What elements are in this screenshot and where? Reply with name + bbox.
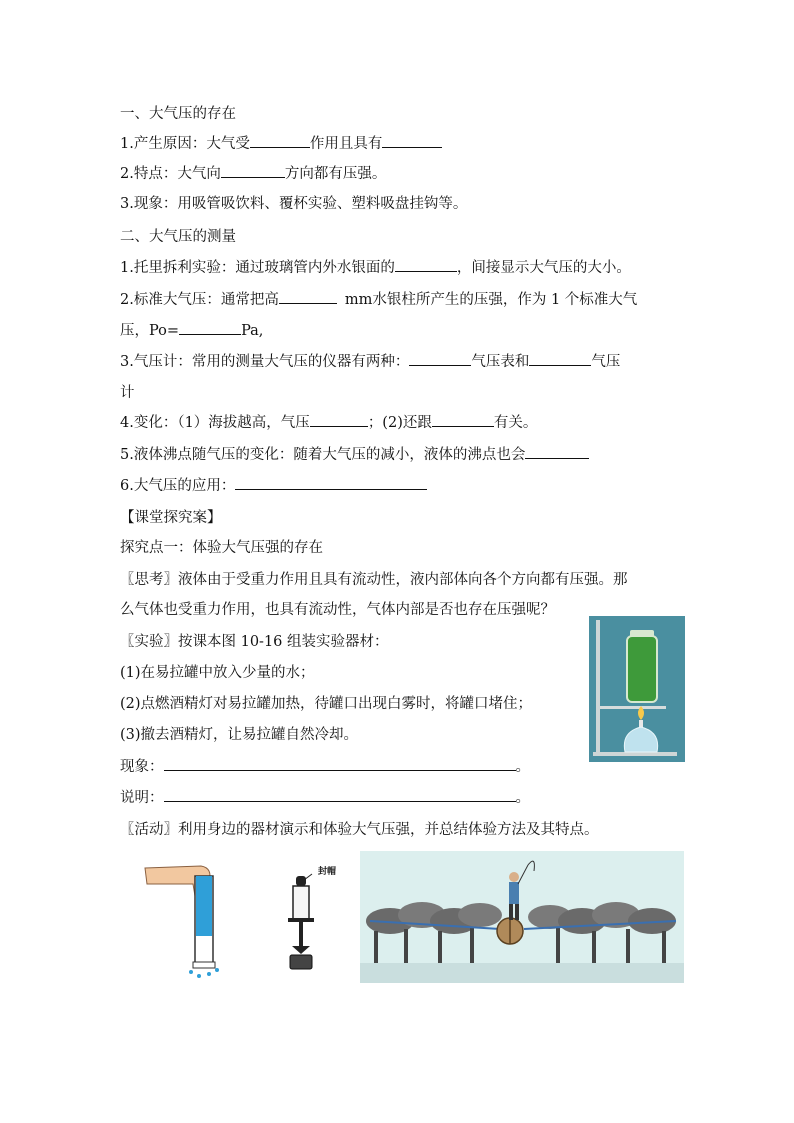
text: 。 (515, 790, 530, 806)
horse-leg (470, 927, 474, 963)
text: 3.气压计：常用的测量大气压的仪器有两种： (120, 354, 410, 370)
text: 6.大气压的应用： (120, 478, 236, 494)
section1-item2 (120, 164, 386, 184)
section2-item2 (120, 290, 637, 310)
blank[interactable] (164, 757, 516, 771)
blank[interactable] (279, 290, 337, 304)
plunger-rod (299, 922, 303, 946)
text: 气压 (591, 354, 621, 370)
can-experiment-figure (589, 616, 685, 762)
man-leg (509, 904, 513, 920)
hook (292, 946, 310, 954)
section2-item2-cont (120, 321, 263, 341)
blank[interactable] (432, 413, 494, 427)
water-drop (215, 968, 219, 972)
text: 气压表和 (471, 354, 530, 370)
text: ，间接显示大气压的大小。 (456, 260, 631, 276)
water-drop (189, 970, 193, 974)
cap (296, 876, 306, 886)
blank[interactable] (395, 258, 457, 272)
magdeburg-figure (360, 851, 684, 983)
man-body (509, 882, 519, 904)
can (627, 636, 657, 702)
cap-label: 封帽 (318, 867, 337, 877)
stand-base (593, 752, 677, 756)
stand-rod (596, 620, 600, 754)
section2-item3-cont: 计 (120, 385, 135, 401)
horse-leg (438, 931, 442, 963)
horse-leg (626, 929, 630, 963)
stand-ring (600, 706, 666, 709)
ground (360, 963, 684, 983)
text: 说明： (120, 790, 164, 806)
syringe-flange (288, 918, 314, 922)
section1-title: 一、大气压的存在 (120, 106, 236, 122)
man-head (509, 872, 519, 882)
think-paragraph: 〖思考〗液体由于受重力作用且具有流动性，液内部体向各个方向都有压强。那 (120, 572, 628, 588)
syringe-barrel (293, 886, 309, 920)
text: 。 (515, 759, 530, 775)
blank[interactable] (525, 445, 589, 459)
text: Pa, (241, 323, 264, 339)
can-top (630, 630, 654, 637)
man-leg (515, 904, 519, 920)
blank[interactable] (164, 788, 516, 802)
water-in-tube (196, 876, 212, 936)
blank[interactable] (179, 321, 241, 335)
blank[interactable] (382, 134, 442, 148)
section2-title: 二、大气压的测量 (120, 229, 236, 245)
text: ；(2)还跟 (367, 415, 432, 431)
horse (458, 903, 502, 927)
explore-point-1: 探究点一：体验大气压强的存在 (120, 540, 323, 556)
text: 2.特点：大气向 (120, 166, 221, 182)
text: 2.标准大气压：通常把高 (120, 292, 279, 308)
section2-item6 (120, 476, 427, 496)
blank[interactable] (310, 413, 368, 427)
text: 有关。 (493, 415, 538, 431)
syringe-figure (284, 862, 354, 972)
explanation-line (120, 788, 530, 808)
section2-item1 (120, 258, 631, 278)
horse-leg (374, 931, 378, 963)
experiment-step-1: (1)在易拉罐中放入少量的水； (120, 665, 315, 681)
section1-item1 (120, 134, 442, 154)
text: 5.液体沸点随气压的变化：随着大气压的减小，液体的沸点也会 (120, 447, 526, 463)
classroom-heading: 【课堂探究案】 (120, 510, 222, 526)
think-paragraph-cont: 么气体也受重力作用，也具有流动性，气体内部是否也存在压强呢？ (120, 602, 555, 618)
horse-leg (662, 931, 666, 963)
tube-hand-figure (143, 862, 225, 980)
horse-leg (404, 929, 408, 963)
experiment-step-2: (2)点燃酒精灯对易拉罐加热，待罐口出现白雾时，将罐口堵住； (120, 696, 533, 712)
horse-leg (556, 927, 560, 963)
section2-item5 (120, 445, 589, 465)
text: 1.产生原因：大气受 (120, 136, 250, 152)
weight (290, 955, 312, 969)
horse-leg (592, 931, 596, 963)
water-drop (197, 974, 201, 978)
phenomenon-line (120, 757, 530, 777)
text: 现象： (120, 759, 164, 775)
text: 压，Po= (120, 323, 180, 339)
activity-line: 〖活动〗利用身边的器材演示和体验大气压强，并总结体验方法及其特点。 (120, 822, 599, 838)
text: 1.托里拆利实验：通过玻璃管内外水银面的 (120, 260, 395, 276)
blank[interactable] (409, 352, 471, 366)
text: 4.变化：（1）海拔越高，气压 (120, 415, 310, 431)
experiment-step-3: (3)撤去酒精灯，让易拉罐自然冷却。 (120, 727, 359, 743)
text: 方向都有压强。 (284, 166, 387, 182)
water-drop (207, 972, 211, 976)
section2-item4 (120, 413, 537, 433)
blank[interactable] (250, 134, 310, 148)
blank[interactable] (529, 352, 591, 366)
section1-item3: 3.现象：用吸管吸饮料、覆杯实验、塑料吸盘挂钩等。 (120, 196, 468, 212)
experiment-intro: 〖实验〗按课本图 10-16 组装实验器材： (120, 634, 389, 650)
text: 作用且具有 (309, 136, 383, 152)
blank[interactable] (235, 476, 427, 490)
blank[interactable] (221, 164, 285, 178)
section2-item3 (120, 352, 620, 372)
text: mm水银柱所产生的压强，作为 1 个标准大气 (344, 292, 638, 308)
tube-cap (193, 962, 215, 968)
